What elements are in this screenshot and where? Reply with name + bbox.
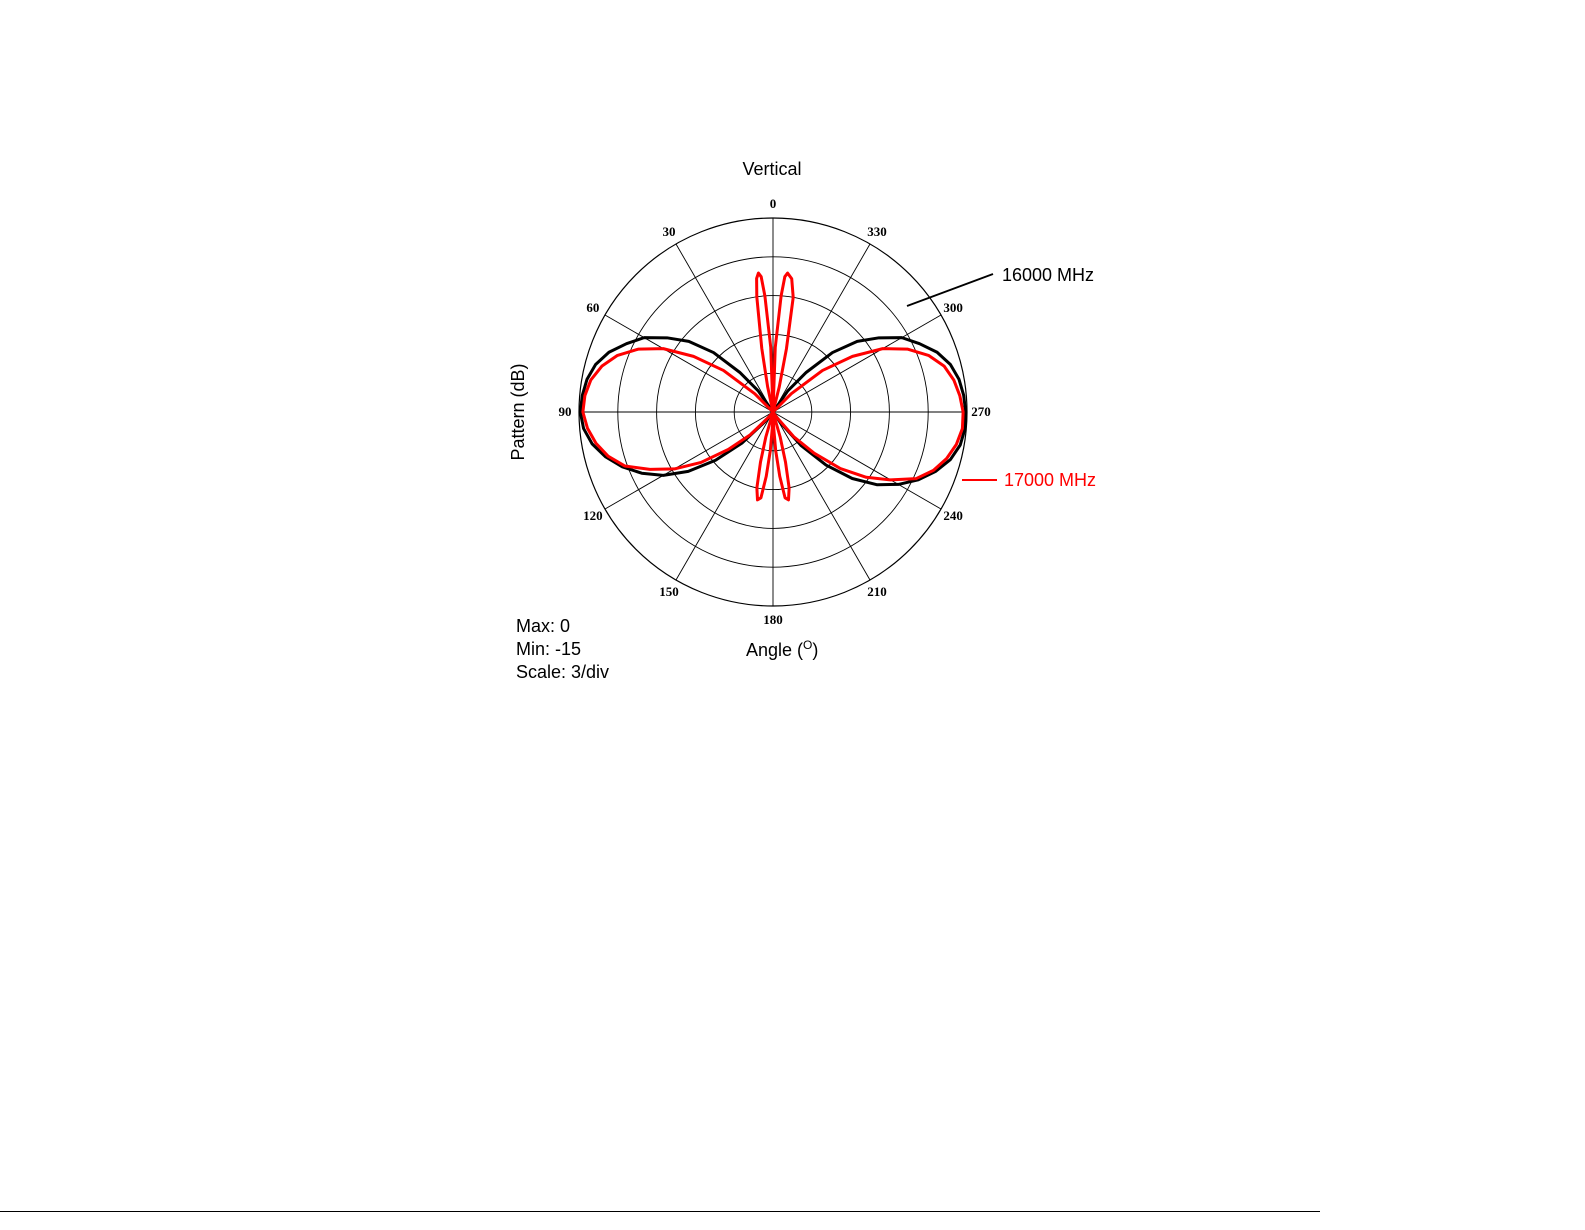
info-scale: Scale: 3/div: [516, 662, 610, 682]
angle-tick-label: 90: [558, 404, 572, 419]
angle-tick-label: 120: [583, 508, 603, 523]
x-axis-label-close: ): [812, 640, 819, 660]
angle-tick-label: 270: [971, 404, 991, 419]
angle-tick-label: 240: [943, 508, 963, 523]
grid-spoke: [773, 244, 870, 412]
grid-spoke: [605, 412, 773, 509]
y-axis-label: Pattern (dB): [508, 363, 528, 461]
x-axis-label-text: Angle (: [746, 640, 804, 660]
chart-title: Vertical: [742, 159, 802, 179]
x-axis-label-sup: O: [803, 638, 813, 652]
angle-tick-label: 60: [586, 300, 600, 315]
grid-spoke: [605, 315, 773, 412]
angle-tick-label: 330: [867, 223, 887, 239]
angle-tick-label: 180: [763, 612, 783, 627]
grid-spoke: [773, 315, 941, 412]
angle-tick-label: 150: [659, 584, 679, 600]
x-axis-label: [746, 638, 818, 660]
legend-label-16000: 16000 MHz: [1002, 265, 1095, 285]
angle-tick-label: 210: [867, 584, 887, 600]
legend-label-17000: 17000 MHz: [1004, 470, 1097, 490]
footer-rule: [0, 1211, 1320, 1212]
angle-tick-label: 300: [943, 300, 963, 315]
info-max: Max: 0: [516, 616, 571, 636]
angle-tick-label: 0: [769, 196, 777, 211]
grid-spoke: [773, 412, 941, 509]
info-min: Min: -15: [516, 639, 582, 659]
angle-tick-label: 30: [662, 223, 676, 239]
legend: [907, 265, 1096, 490]
